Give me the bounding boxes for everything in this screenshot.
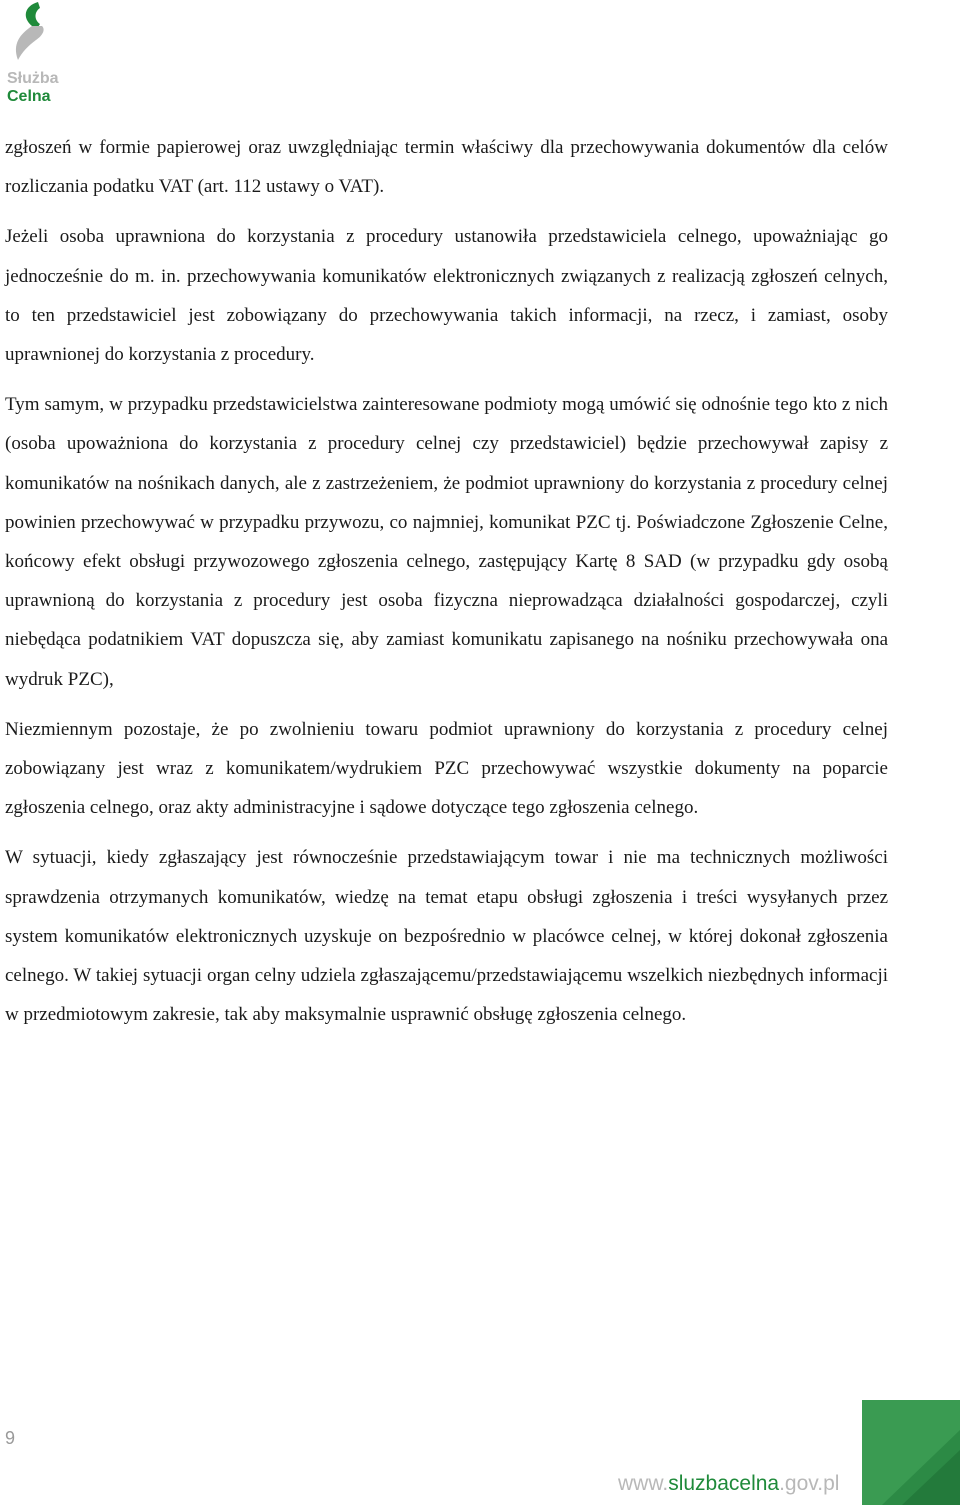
paragraph-2: Jeżeli osoba uprawniona do korzystania z procedury ustanowiła przedstawiciela celnego, upoważniając go jednocześnie do m. in. przechowywania komunikatów elektronicznych związanych z realizacją zgłoszeń celnych, to ten przedstawiciel jest zobowiązany do przechowywania takich informacji, na rzecz, i zamiast, osoby uprawnionej do korzystania z procedury. [5,226,888,366]
document-body [5,128,888,1045]
page-number: 9 [5,1428,16,1448]
paragraph-4: Niezmiennym pozostaje, że po zwolnieniu towaru podmiot uprawniony do korzystania z procedury celnej zobowiązany jest wraz z komunikatem/wydrukiem PZC przechowywać wszystkie dokumenty na poparcie zgłoszenia celnego, oraz akty administracyjne i sądowe dotyczące tego zgłoszenia celnego. [5,718,888,819]
sluzba-celna-logo [2,0,72,110]
logo-text-line2: Celna [7,88,51,105]
footer-url[interactable] [618,1472,839,1496]
paragraph-3: Tym samym, w przypadku przedstawicielstwa zainteresowane podmioty mogą umówić się odnośnie tego kto z nich (osoba upoważniona do korzystania z procedury celnej czy przedstawiciel) będzie przechowywał zapisy z komunikatów na nośnikach danych, ale z zastrzeżeniem, że podmiot uprawniony do korzystania z procedury celnej powinien przechowywać w przypadku przywozu, co najmniej, komunikat PZC tj. Poświadczone Zgłoszenie Celne, końcowy efekt obsługi przywozowego zgłoszenia celnego, zastępujący Kartę 8 SAD (w przypadku gdy osobą uprawnioną do korzystania z procedury jest osoba fizyczna nieprowadząca działalności gospodarczej, czyli niebędąca podatnikiem VAT dopuszcza się, aby zamiast komunikatu zapisanego na nośniku przechowywała ona wydruk PZC), [5,394,888,690]
logo-text-line1: Służba [7,70,59,87]
paragraph-5: W sytuacji, kiedy zgłaszający jest równocześnie przedstawiającym towar i nie ma technicznych możliwości sprawdzenia otrzymanych komunikatów, wiedzę na temat etapu obsługi zgłoszenia i treści wysyłanych przez system komunikatów elektronicznych uzyskuje on bezpośrednio w placówce celnej, w której dokonał zgłoszenia celnego. W takiej sytuacji organ celny udziela zgłaszającemu/przedstawiającemu wszelkich niezbędnych informacji w przedmiotowym zakresie, tak aby maksymalnie usprawnić obsługę zgłoszenia celnego. [5,847,888,1026]
footer-url-suffix: .gov.pl [779,1472,840,1495]
corner-decoration-icon [862,1400,960,1505]
paragraph-1: zgłoszeń w formie papierowej oraz uwzględniając termin właściwy dla przechowywania dokumentów dla celów rozliczania podatku VAT (art. 112 ustawy o VAT). [5,137,888,198]
logo-mark-icon [2,0,72,70]
footer-url-domain: sluzbacelna [668,1472,780,1495]
footer-url-prefix: www. [618,1472,669,1495]
